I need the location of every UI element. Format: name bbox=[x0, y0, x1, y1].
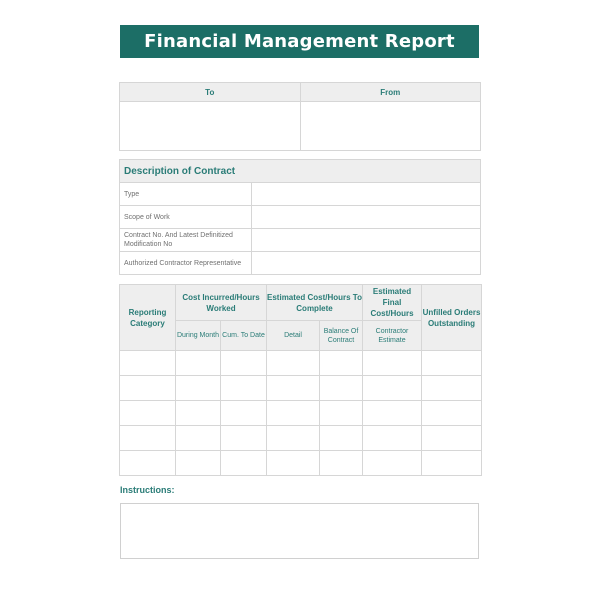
during-month-header: During Month bbox=[176, 321, 221, 351]
table-cell[interactable] bbox=[363, 426, 422, 451]
table-cell[interactable] bbox=[120, 401, 176, 426]
table-cell[interactable] bbox=[320, 376, 363, 401]
table-cell[interactable] bbox=[422, 351, 482, 376]
table-cell[interactable] bbox=[221, 401, 267, 426]
table-cell[interactable] bbox=[267, 451, 320, 476]
table-cell[interactable] bbox=[176, 426, 221, 451]
table-cell[interactable] bbox=[422, 451, 482, 476]
from-field[interactable] bbox=[300, 102, 481, 151]
table-cell[interactable] bbox=[221, 376, 267, 401]
contract-value-field[interactable] bbox=[252, 229, 481, 252]
table-cell[interactable] bbox=[363, 451, 422, 476]
table-cell[interactable] bbox=[363, 376, 422, 401]
unfilled-orders-header: Unfilled Orders Outstanding bbox=[422, 285, 482, 351]
cost-incurred-header: Cost Incurred/Hours Worked bbox=[176, 285, 267, 321]
to-header: To bbox=[120, 83, 301, 102]
table-cell[interactable] bbox=[422, 401, 482, 426]
table-cell[interactable] bbox=[120, 451, 176, 476]
table-cell[interactable] bbox=[120, 376, 176, 401]
table-cell[interactable] bbox=[267, 376, 320, 401]
from-header: From bbox=[300, 83, 481, 102]
table-cell[interactable] bbox=[176, 451, 221, 476]
table-row bbox=[120, 351, 482, 376]
table-cell[interactable] bbox=[363, 351, 422, 376]
table-cell[interactable] bbox=[422, 426, 482, 451]
table-cell[interactable] bbox=[120, 426, 176, 451]
estimated-cost-header: Estimated Cost/Hours To Complete bbox=[267, 285, 363, 321]
contract-heading: Description of Contract bbox=[120, 160, 481, 183]
table-cell[interactable] bbox=[120, 351, 176, 376]
contract-label-number: Contract No. And Latest Definitized Modification No bbox=[120, 229, 252, 252]
table-cell[interactable] bbox=[221, 351, 267, 376]
table-cell[interactable] bbox=[363, 401, 422, 426]
to-from-table bbox=[119, 82, 481, 151]
table-cell[interactable] bbox=[267, 426, 320, 451]
table-cell[interactable] bbox=[320, 451, 363, 476]
table-row bbox=[120, 451, 482, 476]
table-cell[interactable] bbox=[221, 426, 267, 451]
contract-label-type: Type bbox=[120, 183, 252, 206]
balance-of-contract-header: Balance Of Contract bbox=[320, 321, 363, 351]
report-table bbox=[119, 284, 482, 476]
report-title-bar bbox=[120, 25, 479, 58]
contractor-estimate-header: Contractor Estimate bbox=[363, 321, 422, 351]
instructions-field[interactable] bbox=[120, 503, 479, 559]
table-cell[interactable] bbox=[320, 426, 363, 451]
contract-description-table bbox=[119, 159, 481, 275]
table-row bbox=[120, 376, 482, 401]
contract-value-field[interactable] bbox=[252, 206, 481, 229]
contract-label-scope: Scope of Work bbox=[120, 206, 252, 229]
table-cell[interactable] bbox=[267, 351, 320, 376]
table-cell[interactable] bbox=[320, 401, 363, 426]
contract-value-field[interactable] bbox=[252, 252, 481, 275]
report-title: Financial Management Report bbox=[144, 31, 455, 52]
to-field[interactable] bbox=[120, 102, 301, 151]
table-cell[interactable] bbox=[176, 401, 221, 426]
instructions-label: Instructions: bbox=[120, 485, 175, 495]
table-cell[interactable] bbox=[320, 351, 363, 376]
cum-to-date-header: Cum. To Date bbox=[221, 321, 267, 351]
table-cell[interactable] bbox=[422, 376, 482, 401]
table-row bbox=[120, 401, 482, 426]
table-cell[interactable] bbox=[267, 401, 320, 426]
reporting-category-header: Reporting Category bbox=[120, 285, 176, 351]
contract-label-representative: Authorized Contractor Representative bbox=[120, 252, 252, 275]
detail-header: Detail bbox=[267, 321, 320, 351]
contract-value-field[interactable] bbox=[252, 183, 481, 206]
table-cell[interactable] bbox=[221, 451, 267, 476]
table-row bbox=[120, 426, 482, 451]
table-cell[interactable] bbox=[176, 351, 221, 376]
estimated-final-header: Estimated Final Cost/Hours bbox=[363, 285, 422, 321]
table-cell[interactable] bbox=[176, 376, 221, 401]
